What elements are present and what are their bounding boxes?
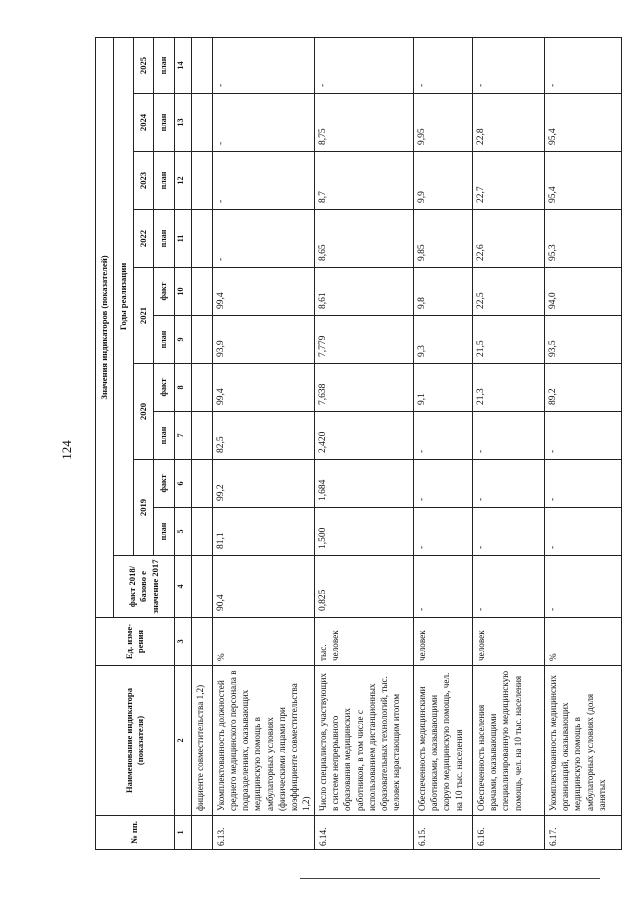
value-cell: 22,6 bbox=[473, 210, 545, 268]
column-number: 5 bbox=[175, 508, 192, 556]
value-cell: - bbox=[473, 37, 545, 93]
value-cell: 8,7 bbox=[315, 152, 414, 210]
table-row bbox=[473, 37, 545, 849]
column-number-row bbox=[175, 37, 192, 849]
value-cell: 95,4 bbox=[545, 152, 622, 210]
value-cell: 94,0 bbox=[545, 268, 622, 316]
unit-cell: человек bbox=[473, 618, 545, 666]
value-cell: 95,4 bbox=[545, 94, 622, 152]
value-cell: 1,684 bbox=[315, 460, 414, 508]
value-cell: - bbox=[473, 508, 545, 556]
column-number: 7 bbox=[175, 412, 192, 460]
column-number: 6 bbox=[175, 460, 192, 508]
indicator-name: Обеспеченность населения врачами, оказывающими специализированную медицинскую помощь, чел. на 10 тыс. населения bbox=[473, 666, 545, 816]
row-number: 6.17. bbox=[545, 816, 622, 850]
value-cell: 22,7 bbox=[473, 152, 545, 210]
header-year-2019: 2019 bbox=[134, 460, 154, 556]
value-cell: - bbox=[414, 508, 473, 556]
value-cell: 21,5 bbox=[473, 316, 545, 364]
indicator-name: Число специалистов, участвующих в системе непрерывного образования медицинских работников, в том числе с использованием дистанционных образовательных технологий, тыс. человек нарастающим итогом bbox=[315, 666, 414, 816]
value-cell: - bbox=[473, 556, 545, 618]
value-cell: - bbox=[414, 412, 473, 460]
header-fact: факт bbox=[154, 364, 175, 412]
header-plan: план bbox=[154, 508, 175, 556]
header-plan: план bbox=[154, 316, 175, 364]
value-cell: - bbox=[545, 556, 622, 618]
value-cell: 9,85 bbox=[414, 210, 473, 268]
header-values-group: Значения индикаторов (показателей) bbox=[96, 37, 114, 617]
value-cell: - bbox=[545, 37, 622, 93]
header-year-2023: 2023 bbox=[134, 152, 154, 210]
value-cell: 99,4 bbox=[213, 364, 315, 412]
unit-cell: % bbox=[545, 618, 622, 666]
column-number: 11 bbox=[175, 210, 192, 268]
row-number: 6.15. bbox=[414, 816, 473, 850]
table-row bbox=[545, 37, 622, 849]
value-cell: 82,5 bbox=[213, 412, 315, 460]
header-fact: факт bbox=[154, 460, 175, 508]
row-number: 6.13. bbox=[213, 816, 315, 850]
header-fact: факт bbox=[154, 268, 175, 316]
column-number: 12 bbox=[175, 152, 192, 210]
value-cell: 8,61 bbox=[315, 268, 414, 316]
value-cell: 1,500 bbox=[315, 508, 414, 556]
value-cell: - bbox=[213, 152, 315, 210]
page-number: 124 bbox=[59, 440, 74, 460]
value-cell: - bbox=[213, 94, 315, 152]
header-plan: план bbox=[154, 412, 175, 460]
unit-cell: человек bbox=[414, 618, 473, 666]
value-cell: 9,8 bbox=[414, 268, 473, 316]
value-cell: 8,75 bbox=[315, 94, 414, 152]
column-number: 8 bbox=[175, 364, 192, 412]
value-cell: - bbox=[414, 37, 473, 93]
indicators-table bbox=[95, 37, 622, 850]
value-cell: 9,9 bbox=[414, 152, 473, 210]
value-cell: - bbox=[414, 460, 473, 508]
header-year-2022: 2022 bbox=[134, 210, 154, 268]
indicator-name: Обеспеченность медицинскими работниками, оказывающими скорую медицинскую помощь, чел. на 10 тыс. населения bbox=[414, 666, 473, 816]
value-cell: 90,4 bbox=[213, 556, 315, 618]
row-number: 6.16. bbox=[473, 816, 545, 850]
value-cell: 2,420 bbox=[315, 412, 414, 460]
column-number: 9 bbox=[175, 316, 192, 364]
column-number: 13 bbox=[175, 94, 192, 152]
row-number: 6.14. bbox=[315, 816, 414, 850]
value-cell: - bbox=[473, 412, 545, 460]
value-cell: 89,2 bbox=[545, 364, 622, 412]
unit-cell: % bbox=[213, 618, 315, 666]
indicator-name: Укомплектованность медицинских организаций, оказывающих медицинскую помощь в амбулаторных условиях (доля занятых bbox=[545, 666, 622, 816]
value-cell: - bbox=[545, 412, 622, 460]
value-cell: 93,5 bbox=[545, 316, 622, 364]
header-num: № пп. bbox=[96, 816, 175, 850]
indicators-table-rotated bbox=[95, 38, 607, 850]
value-cell: 99,4 bbox=[213, 268, 315, 316]
value-cell: 21,3 bbox=[473, 364, 545, 412]
column-number: 2 bbox=[175, 666, 192, 816]
header-base-value: факт 2018/базово е значение 2017 bbox=[114, 556, 175, 618]
unit-cell: тыс. человек bbox=[315, 618, 414, 666]
bottom-rule bbox=[300, 878, 600, 879]
value-cell: - bbox=[414, 556, 473, 618]
table-row bbox=[315, 37, 414, 849]
header-unit: Ед. изме-рения bbox=[96, 618, 175, 666]
value-cell: 7,638 bbox=[315, 364, 414, 412]
table-row bbox=[414, 37, 473, 849]
header-year-2024: 2024 bbox=[134, 94, 154, 152]
column-number: 3 bbox=[175, 618, 192, 666]
continuation-row bbox=[192, 37, 213, 849]
header-indicator-name: Наименование индикатора (показателя) bbox=[96, 666, 175, 816]
value-cell: 9,1 bbox=[414, 364, 473, 412]
value-cell: 81,1 bbox=[213, 508, 315, 556]
header-plan: план bbox=[154, 37, 175, 93]
value-cell: - bbox=[315, 37, 414, 93]
header-year-2020: 2020 bbox=[134, 364, 154, 460]
header-plan: план bbox=[154, 94, 175, 152]
value-cell: 93,9 bbox=[213, 316, 315, 364]
value-cell: 22,5 bbox=[473, 268, 545, 316]
value-cell: - bbox=[473, 460, 545, 508]
indicator-name: Укомплектованность должностей среднего медицинского персонала в подразделениях, оказывающих медицинскую помощь в амбулаторных условиях (физическими лицами при коэффициенте совместительства 1,2) bbox=[213, 666, 315, 816]
header-plan: план bbox=[154, 210, 175, 268]
header-years-group: Годы реализации bbox=[114, 37, 134, 555]
column-number: 10 bbox=[175, 268, 192, 316]
value-cell: - bbox=[545, 460, 622, 508]
table-row bbox=[213, 37, 315, 849]
value-cell: - bbox=[213, 37, 315, 93]
header-plan: план bbox=[154, 152, 175, 210]
value-cell: 9,3 bbox=[414, 316, 473, 364]
value-cell: - bbox=[545, 508, 622, 556]
column-number: 4 bbox=[175, 556, 192, 618]
column-number: 14 bbox=[175, 37, 192, 93]
value-cell: 22,8 bbox=[473, 94, 545, 152]
value-cell: 0,825 bbox=[315, 556, 414, 618]
value-cell: 9,95 bbox=[414, 94, 473, 152]
value-cell: 99,2 bbox=[213, 460, 315, 508]
value-cell: - bbox=[213, 210, 315, 268]
value-cell: 8,65 bbox=[315, 210, 414, 268]
value-cell: 95,3 bbox=[545, 210, 622, 268]
value-cell: 7,779 bbox=[315, 316, 414, 364]
continuation-text: фициенте совместительства 1,2) bbox=[192, 666, 213, 816]
column-number: 1 bbox=[175, 816, 192, 850]
header-year-2025: 2025 bbox=[134, 37, 154, 93]
header-year-2021: 2021 bbox=[134, 268, 154, 364]
